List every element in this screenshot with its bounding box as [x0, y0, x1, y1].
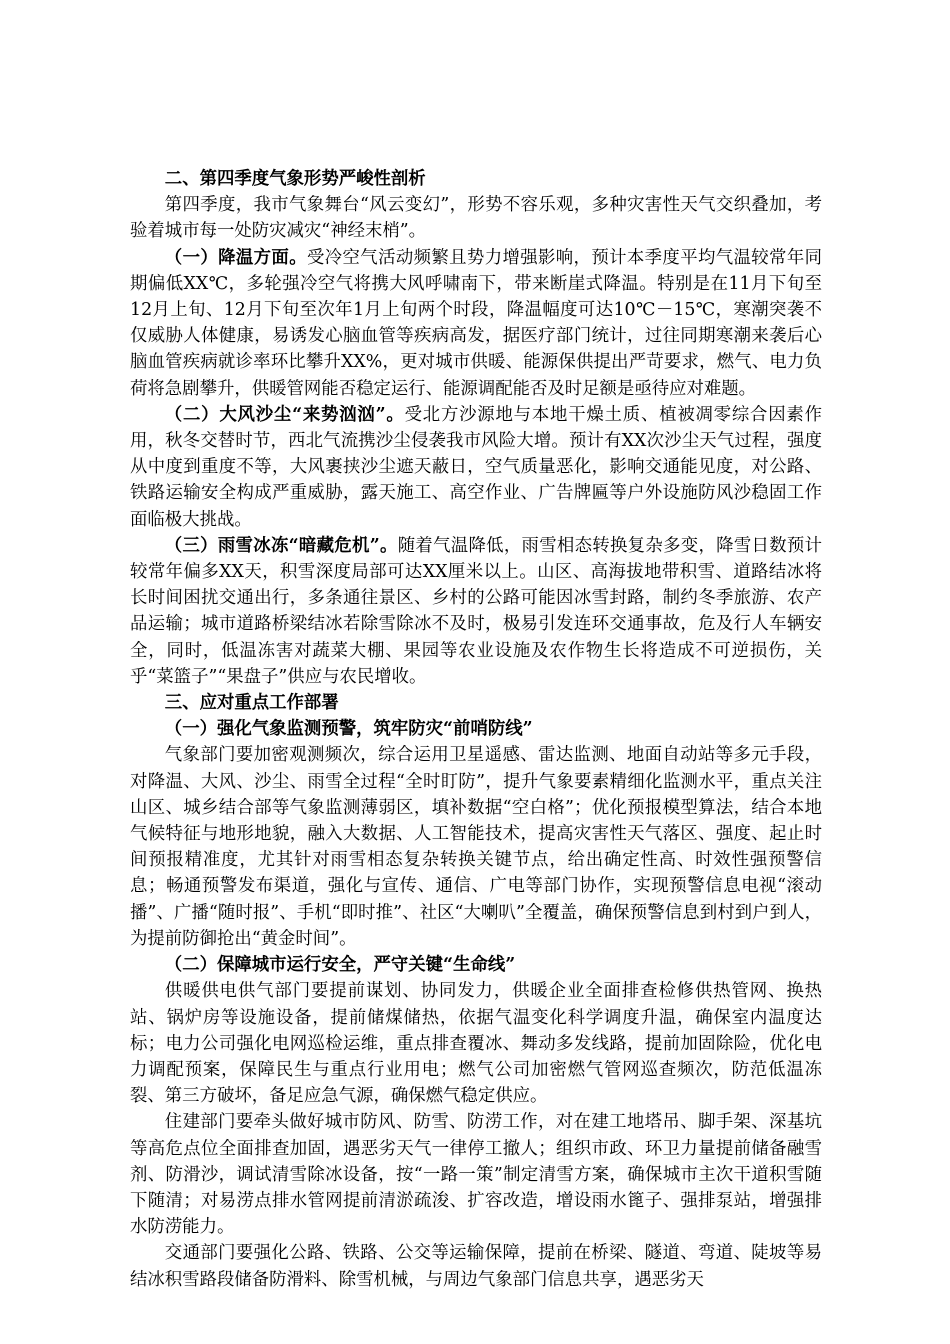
paragraph-cooling [130, 245, 822, 402]
paragraph-intro [130, 192, 822, 244]
paragraph-transportation: 交通部门要强化公路、铁路、公交等运输保障，提前在桥梁、隧道、弯道、陡坡等易结冰积雪路段储备防滑料、除雪机械，与周边气象部门信息共享，遇恶劣天 [130, 1243, 822, 1290]
snow-ice-body: 随着气温降低，雨雪相态转换复杂多变，降雪日数预计较常年偏多XX天，积雪深度局部可达XX厘米以上。山区、高海拔地带积雪、道路结冰将长时间困扰交通出行，多条通往景区、乡村的公路可能因冰雪封路，制约冬季旅游、农产品运输；城市道路桥梁结冰若除雪除冰不及时，极易引发连环交通事故，危及行人车辆安全，同时，低温冻害对蔬菜大棚、果园等农业设施及农作物生长将造成不可逆损伤，关乎“菜篮子”“果盘子”供应与农民增收。 [130, 535, 822, 687]
sandstorm-body: 受北方沙源地与本地干燥土质、植被凋零综合因素作用，秋冬交替时节，西北气流携沙尘侵袭我市风险大增。预计有XX次沙尘天气过程，强度从中度到重度不等，大风裹挟沙尘遮天蔽日，空气质量恶化，影响交通能见度，对公路、铁路运输安全构成严重威胁，露天施工、高空作业、广告牌匾等户外设施防风沙稳固工作面临极大挑战。 [130, 404, 822, 530]
paragraph-energy-supply: 供暖供电供气部门要提前谋划、协同发力，供暖企业全面排查检修供热管网、换热站、锅炉房等设施设备，提前储煤储热，依据气温变化科学调度升温，确保室内温度达标；电力公司强化电网巡检运维，重点排查覆冰、舞动多发线路，提前加固除险，优化电力调配预案，保障民生与重点行业用电；燃气公司加密燃气管网巡查频次，防范低温冻裂、第三方破坏，备足应急气源，确保燃气稳定供应。 [130, 981, 822, 1107]
paragraph-snow-ice [130, 533, 822, 690]
cooling-lead: （一）降温方面。 [164, 247, 307, 268]
paragraph-housing-construction: 住建部门要牵头做好城市防风、防雪、防涝工作，对在建工地塔吊、脚手架、深基坑等高危点位全面排查加固，遇恶劣天气一律停工撤人；组织市政、环卫力量提前储备融雪剂、防滑沙，调试清雪除冰设备，按“一路一策”制定清雪方案，确保城市主次干道积雪随下随清；对易涝点排水管网提前清淤疏浚、扩容改造，增设雨水篦子、强排泵站，增强排水防涝能力。 [130, 1112, 822, 1238]
paragraph-monitoring-warning: 气象部门要加密观测频次，综合运用卫星遥感、雷达监测、地面自动站等多元手段，对降温、大风、沙尘、雨雪全过程“全时盯防”，提升气象要素精细化监测水平，重点关注山区、城乡结合部等气象监测薄弱区，填补数据“空白格”；优化预报模型算法，结合本地气候特征与地形地貌，融入大数据、人工智能技术，提高灾害性天气落区、强度、起止时间预报精准度，尤其针对雨雪相态复杂转换关键节点，给出确定性高、时效性强预警信息；畅通预警发布渠道，强化与宣传、通信、广电等部门协作，实现预警信息电视“滚动播”、广播“随时报”、手机“即时推”、社区“大喇叭”全覆盖，确保预警信息到村到户到人，为提前防御抢出“黄金时间”。 [130, 745, 822, 949]
cooling-body: 受冷空气活动频繁且势力增强影响，预计本季度平均气温较常年同期偏低XX℃，多轮强冷空气将携大风呼啸南下，带来断崖式降温。特别是在11月下旬至12月上旬、12月下旬至次年1月上旬两个时段，降温幅度可达10℃－15℃，寒潮突袭不仅威胁人体健康，易诱发心脑血管等疾病高发，据医疗部门统计，过往同期寒潮来袭后心脑血管疾病就诊率环比攀升XX%，更对城市供暖、能源保供提出严苛要求，燃气、电力负荷将急剧攀升，供暖管网能否稳定运行、能源调配能否及时足额是亟待应对难题。 [130, 247, 822, 399]
paragraph-sandstorm [130, 402, 822, 533]
section-heading-weather-analysis: 二、第四季度气象形势严峻性剖析 [164, 169, 426, 189]
section-heading-work-deployment: 三、应对重点工作部署 [164, 693, 339, 714]
sandstorm-lead: （二）大风沙尘“来势汹汹”。 [164, 404, 405, 425]
snow-ice-lead: （三）雨雪冰冻“暗藏危机”。 [164, 535, 398, 556]
paragraph-intro-text: 第四季度，我市气象舞台“风云变幻”，形势不容乐观，多种灾害性天气交织叠加，考验着城市每一处防灾减灾“神经末梢”。 [130, 195, 822, 242]
document-page [130, 166, 822, 1293]
subheading-city-operation: （二）保障城市运行安全，严守关键“生命线” [164, 955, 516, 976]
subheading-monitoring-warning: （一）强化气象监测预警，筑牢防灾“前哨防线” [164, 719, 533, 740]
